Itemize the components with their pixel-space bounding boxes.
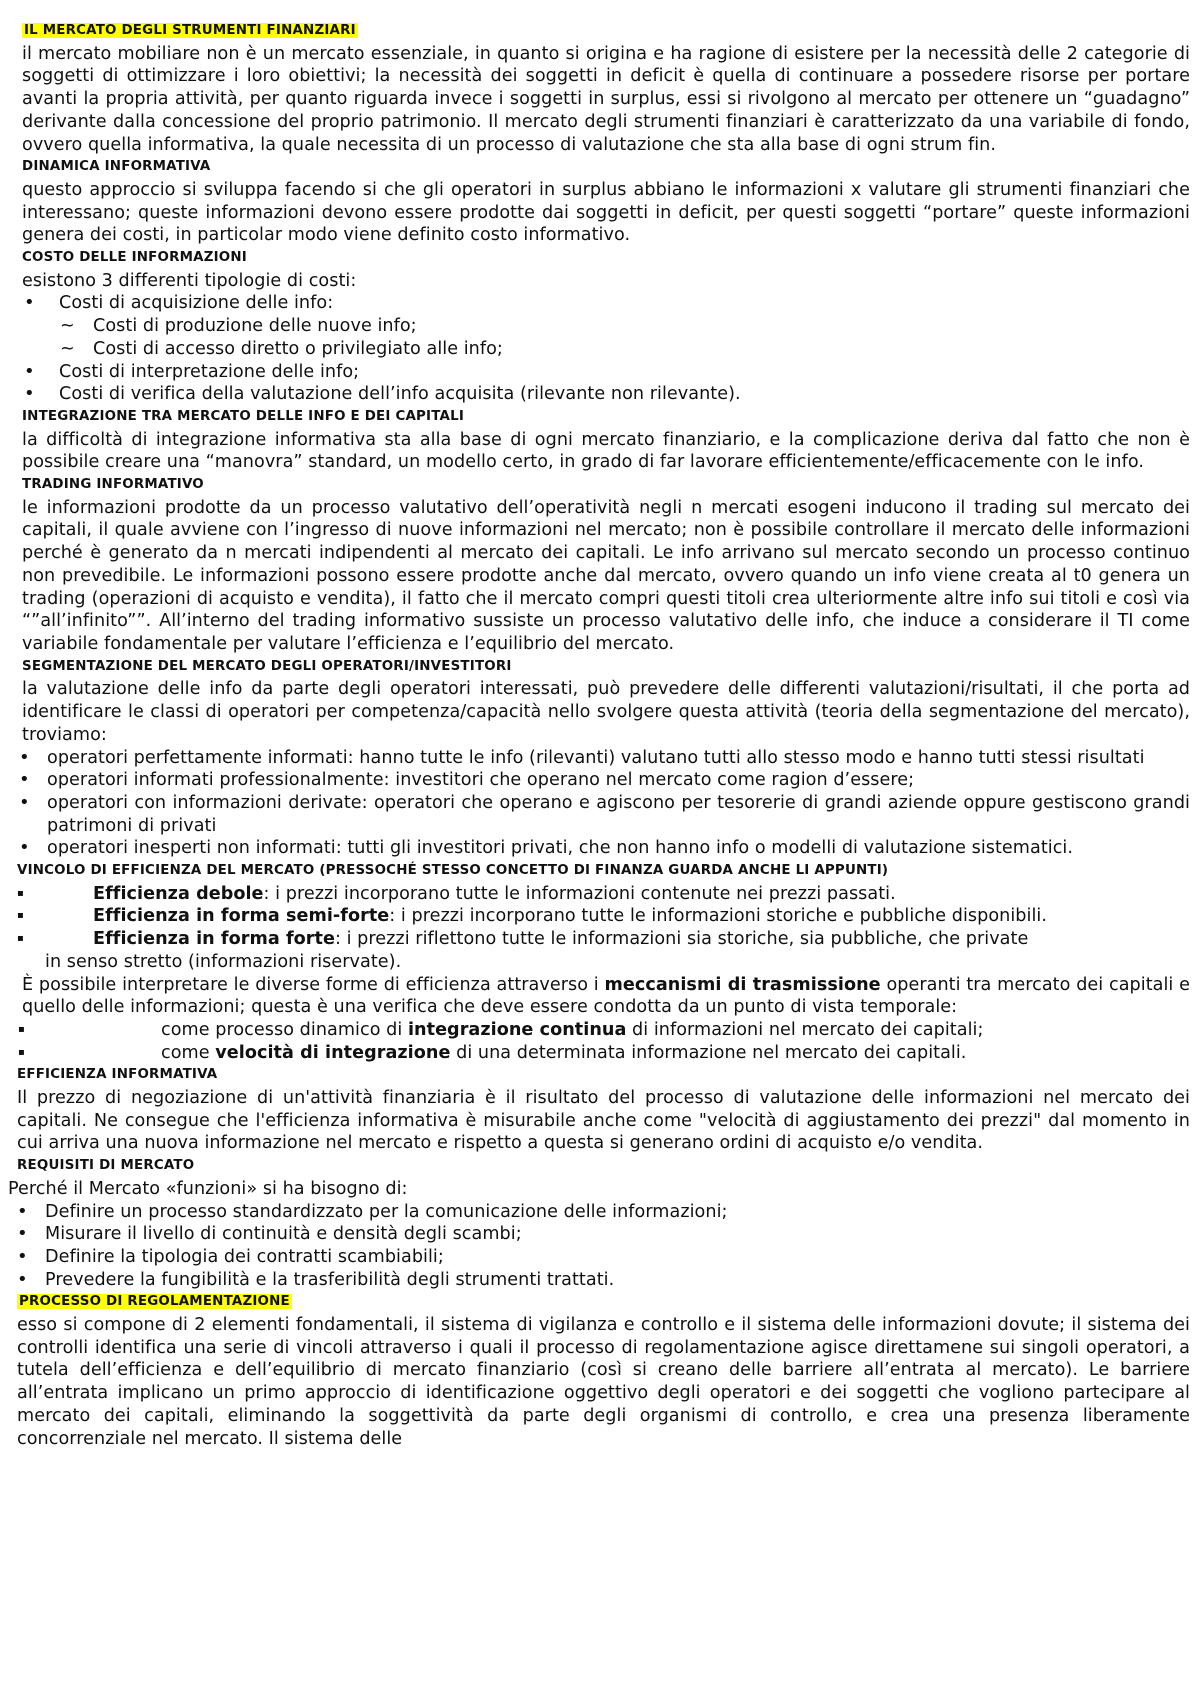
list-item [17, 928, 1190, 951]
document-page [8, 20, 1191, 1450]
list-item: • operatori con informazioni derivate: operatori che operano e agiscono per tesorerie di grandi aziende oppure gestiscono grandi patrimoni di privati [19, 792, 1190, 837]
list-item: • Definire la tipologia dei contratti scambiabili; [17, 1246, 1190, 1269]
list-item: ~ Costi di produzione delle nuove info; [22, 315, 1190, 338]
efficiency-desc: : i prezzi riflettono tutte le informazioni sia storiche, sia pubbliche, che private [334, 929, 1029, 950]
text-run: come processo dinamico di [161, 1019, 408, 1040]
list-item [18, 1019, 1190, 1042]
section-title-vincolo: VINCOLO DI EFFICIENZA DEL MERCATO (PRESSOCHÉ STESSO CONCETTO DI FINANZA GUARDA ANCHE LI APPUNTI) [17, 863, 889, 879]
cost-sublist [22, 315, 1190, 360]
section-title-integrazione: INTEGRAZIONE TRA MERCATO DELLE INFO E DEI CAPITALI [22, 408, 465, 424]
efficiency-list-continuation: in senso stretto (informazioni riservate). [45, 951, 402, 972]
text-run: di informazioni nel mercato dei capitali; [626, 1019, 984, 1040]
emphasis: integrazione continua [407, 1019, 627, 1040]
paragraph-vincolo [22, 974, 1190, 1019]
list-item [17, 905, 1190, 928]
highlighted-title: PROCESSO DI REGOLAMENTAZIONE [19, 1294, 290, 1310]
section-title-mercato [22, 20, 1190, 43]
paragraph-requisiti-intro: Perché il Mercato «funzioni» si ha bisogno di: [8, 1178, 408, 1199]
efficiency-desc: : i prezzi incorporano tutte le informazioni storiche e pubbliche disponibili. [389, 906, 1047, 927]
section-title-segmentazione: SEGMENTAZIONE DEL MERCATO DEGLI OPERATORI/INVESTITORI [22, 658, 512, 674]
efficiency-desc: : i prezzi incorporano tutte le informazioni contenute nei prezzi passati. [263, 883, 896, 904]
efficiency-term: Efficienza in forma semi-forte [93, 906, 390, 927]
section-title-trading: TRADING INFORMATIVO [22, 477, 204, 493]
list-item: ~ Costi di accesso diretto o privilegiato alle info; [22, 338, 1190, 361]
list-item: • Misurare il livello di continuità e densità degli scambi; [17, 1223, 1190, 1246]
list-item: • operatori inesperti non informati: tutti gli investitori privati, che non hanno info o modelli di valutazione sistematici. [19, 837, 1190, 860]
efficiency-term: Efficienza debole [93, 883, 264, 904]
text-run: operanti tra mercato dei capitali e quello delle informazioni; questa è una verifica che deve essere condotta da un punto di vista temporale: [22, 974, 1191, 1018]
efficiency-list [22, 883, 1190, 951]
paragraph-regolamentazione: esso si compone di 2 elementi fondamentali, il sistema di vigilanza e controllo e il sistema delle informazioni dovute; il sistema dei controlli identifica una serie di vincoli attraverso i quali il processo di regolamentazione agisce direttamene sui singoli operatori, a tutela dell’efficienza e dell’equilibrio di mercato finanziario (così si creano delle barriere all’entrata al mercato). Le barriere all’entrata implicano un primo approccio di identificazione oggettivo degli operatori e dei soggetti che vogliono partecipare al mercato dei capitali, eliminando la soggettività da parte degli organismi di controllo, e crea una presenza liberamente concorrenziale nel mercato. Il sistema delle [17, 1315, 1190, 1449]
emphasis: velocità di integrazione [215, 1042, 451, 1063]
paragraph-trading: le informazioni prodotte da un processo valutativo dell’operatività negli n mercati esogeni inducono il trading sul mercato dei capitali, il quale avviene con l’ingresso di nuove informazioni nel mercato; non è possibile controllare il mercato delle informazioni perché è generato da n mercati indipendenti al mercato dei capitali. Le info arrivano sul mercato secondo un processo continuo non prevedibile. Le informazioni possono essere prodotte anche dal mercato, ovvero quando un info viene creata al t0 genera un trading (operazioni di acquisto e vendita), il fatto che il mercato compri questi titoli crea ulteriormente altre info sui titoli e così via “”all’infinito””. All’interno del trading informativo sussiste un processo valutativo delle info, che induce a considerare il TI come variabile fondamentale per valutare l’efficienza e l’equilibrio del mercato. [22, 497, 1190, 654]
list-item [18, 1042, 1190, 1065]
efficiency-term: Efficienza in forma forte [93, 929, 335, 950]
section-title-costo: COSTO DELLE INFORMAZIONI [22, 250, 247, 266]
cost-list-2 [22, 361, 1190, 406]
cost-list [22, 292, 1190, 315]
paragraph-mercato: il mercato mobiliare non è un mercato essenziale, in quanto si origina e ha ragione di esistere per la necessità delle 2 categorie di soggetti di ottimizzare i loro obiettivi; la necessità dei soggetti in deficit è quella di continuare a possedere risorse per portare avanti la propria attività, per quanto riguarda invece i soggetti in surplus, essi si rivolgono al mercato per ottenere un “guadagno” derivante dalla concessione del proprio patrimonio. Il mercato degli strumenti finanziari è caratterizzato da una variabile di fondo, ovvero quella informativa, la quale necessita di un processo di valutazione che sta alla base di ogni strum fin. [22, 43, 1190, 155]
text-run: È possibile interpretare le diverse forme di efficienza attraverso i [22, 974, 605, 995]
list-item: • Costi di verifica della valutazione dell’info acquisita (rilevante non rilevante). [22, 383, 1190, 406]
paragraph-integrazione: la difficoltà di integrazione informativa sta alla base di ogni mercato finanziario, e la complicazione deriva dal fatto che non è possibile creare una “manovra” standard, un modello certo, in grado di far lavorare efficientemente/efficacemente con le info. [22, 429, 1190, 473]
emphasis: meccanismi di trasmissione [604, 974, 881, 995]
list-item [17, 883, 1190, 906]
section-title-regolamentazione [17, 1291, 1190, 1314]
list-item: • Costi di interpretazione delle info; [22, 361, 1190, 384]
operators-list [22, 747, 1190, 861]
list-item: • Prevedere la fungibilità e la trasferibilità degli strumenti trattati. [17, 1269, 1190, 1292]
section-title-efficienza-informativa: EFFICIENZA INFORMATIVA [17, 1067, 218, 1083]
temporal-list [22, 1019, 1190, 1064]
highlighted-title: IL MERCATO DEGLI STRUMENTI FINANZIARI [24, 23, 356, 38]
text-run: di una determinata informazione nel mercato dei capitali. [450, 1042, 967, 1063]
list-item: • operatori perfettamente informati: hanno tutte le info (rilevanti) valutano tutti allo stesso modo e hanno tutti stessi risultati [19, 747, 1190, 770]
list-item: • Definire un processo standardizzato per la comunicazione delle informazioni; [17, 1201, 1190, 1224]
paragraph-dinamica: questo approccio si sviluppa facendo si che gli operatori in surplus abbiano le informazioni x valutare gli strumenti finanziari che interessano; queste informazioni devono essere prodotte dai soggetti in deficit, per questi soggetti “portare” queste informazioni genera dei costi, in particolar modo viene definito costo informativo. [22, 179, 1190, 246]
list-item: • Costi di acquisizione delle info: [22, 292, 1190, 315]
text-run: come [161, 1042, 216, 1063]
section-title-dinamica: DINAMICA INFORMATIVA [22, 159, 211, 175]
paragraph-efficienza-informativa: Il prezzo di negoziazione di un'attività finanziaria è il risultato del processo di valutazione delle informazioni nel mercato dei capitali. Ne consegue che l'efficienza informativa è misurabile anche come "velocità di aggiustamento dei prezzi" dal momento in cui arriva una nuova informazione nel mercato e rispetto a questa si generano ordini di acquisto e/o vendita. [17, 1088, 1190, 1154]
requirements-list [22, 1201, 1190, 1292]
paragraph-costo-intro: esistono 3 differenti tipologie di costi: [22, 270, 357, 291]
paragraph-segmentazione: la valutazione delle info da parte degli operatori interessati, può prevedere delle differenti valutazioni/risultati, il che porta ad identificare le classi di operatori per competenza/capacità nello svolgere questa attività (teoria della segmentazione del mercato), troviamo: [22, 679, 1190, 745]
list-item: • operatori informati professionalmente: investitori che operano nel mercato come ragion d’essere; [19, 769, 1190, 792]
section-title-requisiti: REQUISITI DI MERCATO [17, 1158, 195, 1174]
